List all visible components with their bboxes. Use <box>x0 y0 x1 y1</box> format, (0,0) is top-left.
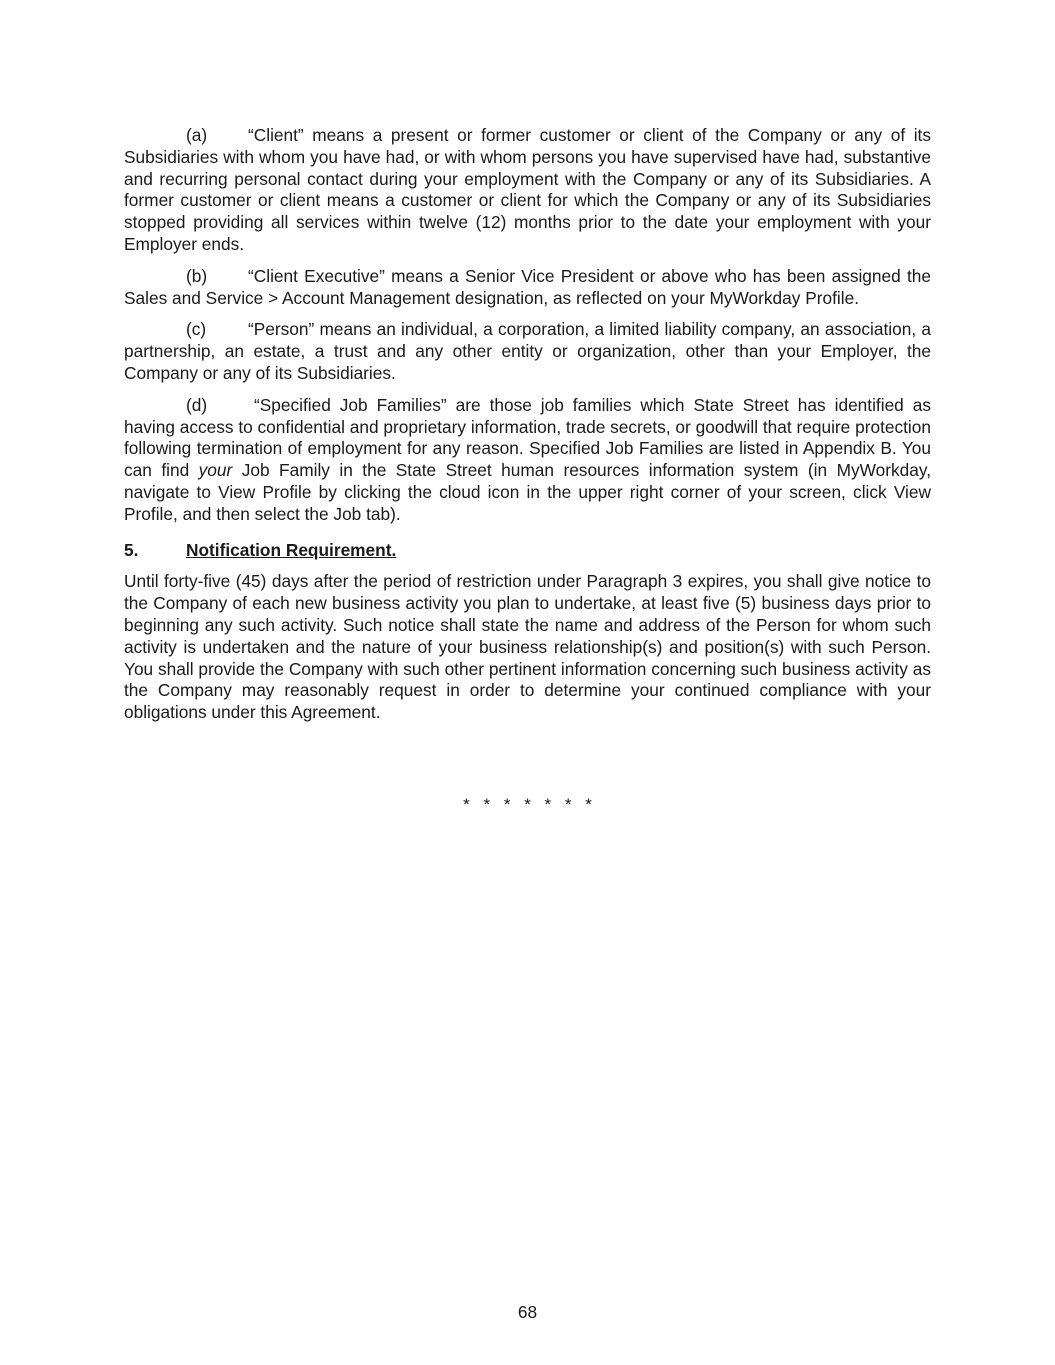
definition-text-part-1: “Specified Job Families” are those job families which State Street has identified as having access to confidential and proprietary information, trade secrets, or goodwill that require protection following termination of employment for any reason. Specified Job Families are listed in Appendix B. You can find <box>124 394 931 481</box>
definition-label: (d) <box>186 394 208 415</box>
definition-text: “Client” means a present or former customer or client of the Company or any of its Subsidiaries with whom you have had, or with whom persons you have supervised have had, substantive and recurring personal contact during your employment with the Company or any of its Subsidiaries. A former customer or client means a customer or client for which the Company or any of its Subsidiaries stopped providing all services within twelve (12) months prior to the date your employment with your Employer ends. <box>124 125 931 254</box>
section-body: Until forty-five (45) days after the period of restriction under Paragraph 3 expires, you shall give notice to the Company of each new business activity you plan to undertake, at least five (5) business days prior to beginning any such activity. Such notice shall state the name and address of the Person for whom such activity is undertaken and the nature of your business relationship(s) and position(s) with such Person. You shall provide the Company with such other pertinent information concerning such business activity as the Company may reasonably request in order to determine your continued compliance with your obligations under this Agreement. <box>124 571 931 723</box>
definition-label: (b) <box>186 265 208 286</box>
definition-client <box>124 125 931 256</box>
definition-label: (c) <box>186 319 207 340</box>
definition-label: (a) <box>186 125 208 145</box>
section-number: 5. <box>124 539 139 560</box>
definition-person <box>124 319 931 384</box>
page-number: 68 <box>517 1302 538 1322</box>
section-separator: * * * * * * * <box>463 795 592 814</box>
definition-text-part-2: Job Family in the State Street human resources information system (in MyWorkday, navigate to View Profile by clicking the cloud icon in the upper right corner of your screen, click View Profile, and then select the Job tab). <box>124 460 931 524</box>
document-body <box>124 125 931 724</box>
definition-specified-job-families <box>124 395 931 526</box>
definition-emphasis: your <box>198 460 233 481</box>
section-title: Notification Requirement. <box>186 539 397 560</box>
definition-text: “Client Executive” means a Senior Vice President or above who has been assigned the Sales and Service > Account Management designation, as reflected on your MyWorkday Profile. <box>124 265 931 308</box>
definition-client-executive <box>124 266 931 310</box>
section-heading <box>124 540 931 562</box>
definition-text: “Person” means an individual, a corporation, a limited liability company, an association, a partnership, an estate, a trust and any other entity or organization, other than your Employer, the Company or any of its Subsidiaries. <box>124 319 931 383</box>
